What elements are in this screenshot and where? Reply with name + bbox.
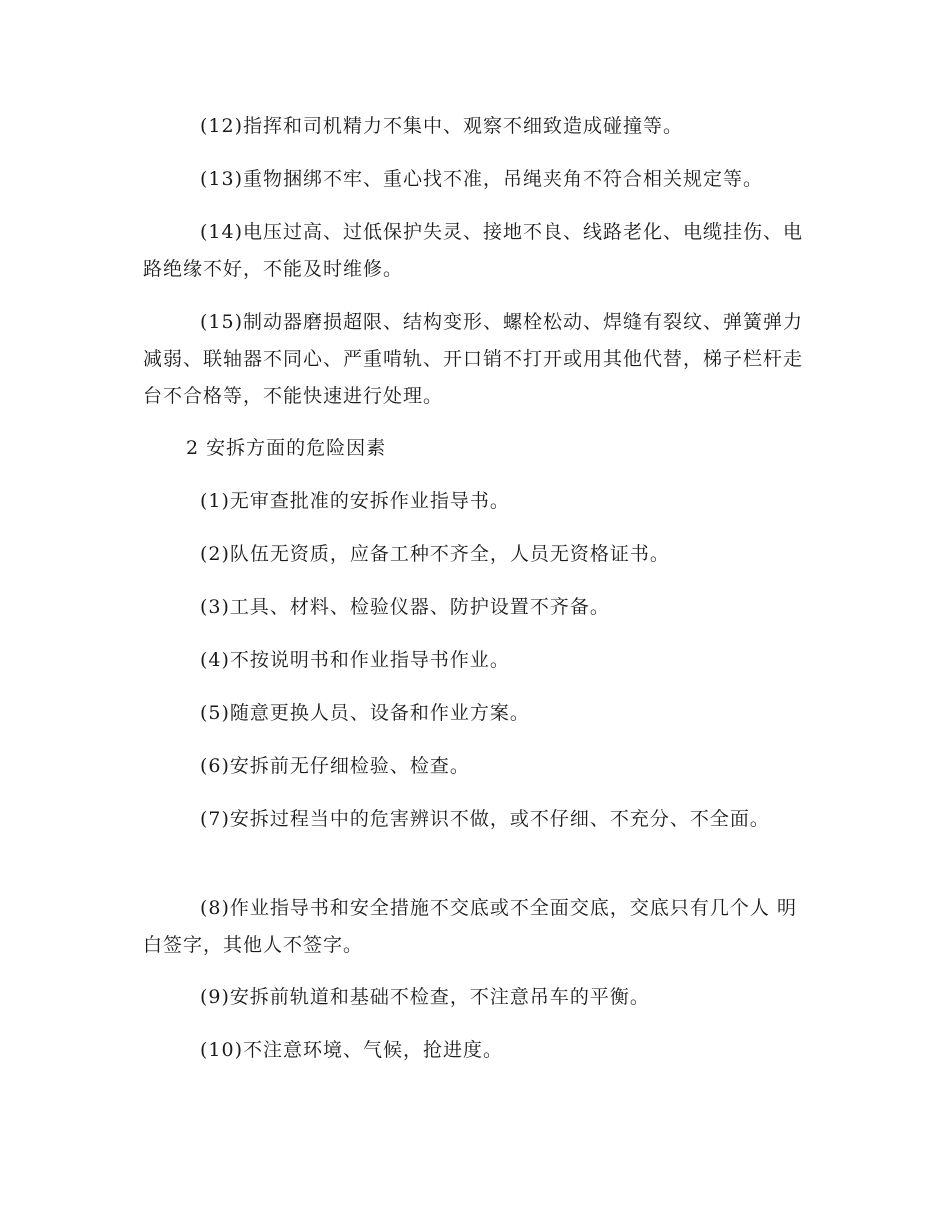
- paragraph-item-7: (7)安拆过程当中的危害辨识不做，或不仔细、不充分、不全面。: [200, 808, 770, 830]
- section-heading: 2 安拆方面的危险因素: [186, 437, 387, 459]
- paragraph-item-5: (5)随意更换人员、设备和作业方案。: [200, 702, 530, 724]
- paragraph-item-8: (8)作业指导书和安全措施不交底或不全面交底，交底只有几个人 明白签字，其他人不签字。: [143, 897, 797, 956]
- paragraph-item-10: (10)不注意环境、气候，抢进度。: [200, 1039, 504, 1061]
- paragraph-item-14: (14)电压过高、过低保护失灵、接地不良、线路老化、电缆挂伤、电路绝缘不好，不能及时维修。: [143, 221, 804, 280]
- paragraph-item-9: (9)安拆前轨道和基础不检查，不注意吊车的平衡。: [200, 986, 650, 1008]
- paragraph-item-15: (15)制动器磨损超限、结构变形、螺栓松动、焊缝有裂纹、弹簧弹力减弱、联轴器不同心、严重啃轨、开口销不打开或用其他代替，梯子栏杆走台不合格等，不能快速进行处理。: [143, 311, 804, 407]
- paragraph-item-1: (1)无审查批准的安拆作业指导书。: [200, 490, 510, 512]
- paragraph-item-2: (2)队伍无资质，应备工种不齐全，人员无资格证书。: [200, 543, 670, 565]
- paragraph-item-6: (6)安拆前无仔细检验、检查。: [200, 755, 470, 777]
- paragraph-item-3: (3)工具、材料、检验仪器、防护设置不齐备。: [200, 596, 610, 618]
- paragraph-item-12: (12)指挥和司机精力不集中、观察不细致造成碰撞等。: [200, 115, 684, 137]
- paragraph-item-13: (13)重物捆绑不牢、重心找不准，吊绳夹角不符合相关规定等。: [200, 168, 764, 190]
- paragraph-item-4: (4)不按说明书和作业指导书作业。: [200, 649, 510, 671]
